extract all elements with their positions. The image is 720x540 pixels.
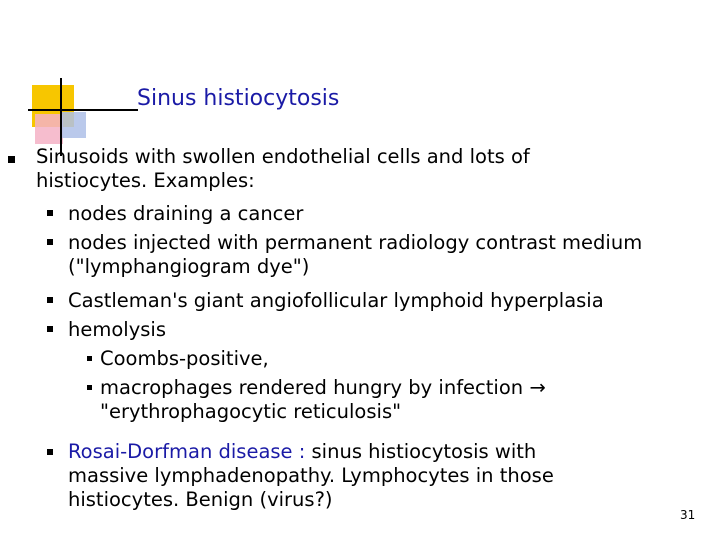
- sub-item-5-line1: [68, 440, 536, 464]
- bullet-marker: [47, 326, 53, 332]
- sub-item-4-sub2-line2: "erythrophagocytic reticulosis": [100, 400, 402, 423]
- main-bullet-line1: Sinusoids with swollen endothelial cells and lots of: [36, 145, 530, 168]
- bullet-marker: [47, 210, 53, 216]
- sub-item-5-line3: histiocytes. Benign (virus?): [68, 488, 333, 511]
- main-bullet-line2: histiocytes. Examples:: [36, 169, 255, 192]
- bullet-marker: [8, 156, 15, 163]
- sub-item-4-sub2-line1: macrophages rendered hungry by infection →: [100, 376, 546, 399]
- sub-item-1: nodes draining a cancer: [68, 202, 304, 225]
- bullet-marker: [47, 239, 53, 245]
- decor-horizontal-line: [28, 109, 138, 111]
- bullet-marker: [47, 449, 53, 455]
- rosai-dorfman-term: Rosai-Dorfman disease :: [68, 440, 306, 463]
- bullet-marker: [87, 356, 92, 361]
- sub-item-4: hemolysis: [68, 318, 166, 341]
- sub-item-5-line2: massive lymphadenopathy. Lymphocytes in those: [68, 464, 554, 487]
- slide-title: Sinus histiocytosis: [137, 86, 340, 111]
- bullet-marker: [47, 297, 53, 303]
- sub-item-4-sub1: Coombs-positive,: [100, 347, 269, 370]
- page-number: 31: [680, 508, 696, 522]
- bullet-marker: [87, 385, 92, 390]
- decor-blue-square: [60, 112, 86, 138]
- decor-pink-square: [35, 114, 63, 144]
- sub-item-3: Castleman's giant angiofollicular lymphoid hyperplasia: [68, 289, 604, 312]
- sub-item-2-line2: ("lymphangiogram dye"): [68, 255, 310, 278]
- sub-item-2-line1: nodes injected with permanent radiology contrast medium: [68, 231, 643, 254]
- sub-item-5-rest: sinus histiocytosis with: [305, 440, 537, 463]
